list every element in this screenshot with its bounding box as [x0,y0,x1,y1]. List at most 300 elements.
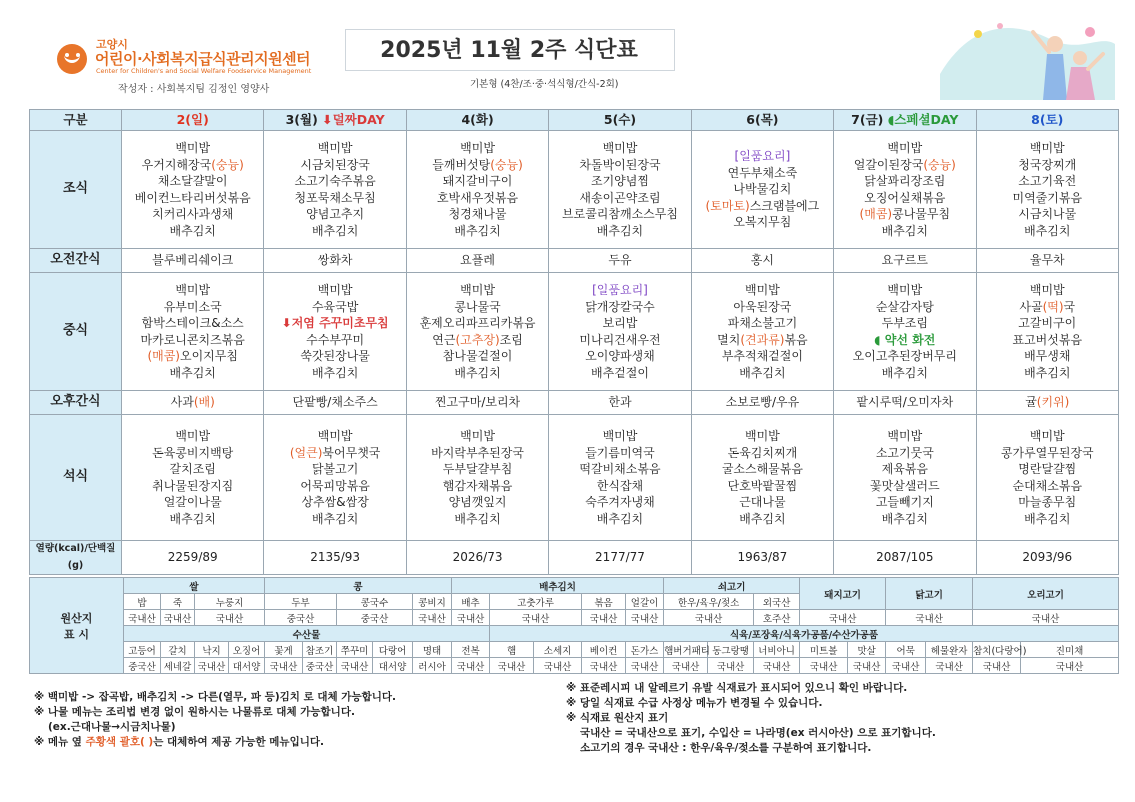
special-menu-label: [일품요리] [592,283,648,297]
menu-item [407,252,548,269]
menu-item-text: 함박스테이크&소스 [141,316,244,330]
menu-item-text: 홍시 [750,253,774,268]
menu-cell [406,249,548,273]
menu-item-text: 닭볼고기 [311,462,359,476]
origin-item: 명태 [413,642,452,658]
origin-value: 국내산 [848,658,886,674]
origin-row [30,578,1119,594]
group-bean: 콩 [265,578,452,594]
menu-item [834,140,975,157]
menu-item [834,394,975,411]
menu-item-text: 소고기뭇국 [875,445,934,460]
origin-value: 중국산 [337,610,413,626]
menu-item [692,315,833,332]
menu-item-text: 백미밥 [175,141,211,155]
origin-item: 참치(다랑어) [973,642,1021,658]
menu-cell [549,415,691,541]
menu-item [407,478,548,495]
menu-item-text: 브로콜리참깨소스무침 [562,207,678,221]
menu-item-text: 양념깻잎지 [448,495,507,509]
menu-item [264,511,405,528]
day-header [264,110,406,131]
menu-cell [691,131,833,249]
menu-item [977,494,1118,511]
menu-item-text: 명란달걀찜 [1018,462,1077,476]
origin-value: 국내산 [490,658,534,674]
menu-item-text: 백미밥 [1029,283,1065,297]
note-highlight: 주황색 괄호( ) [85,736,154,748]
menu-item-text: 백미밥 [1029,141,1065,155]
origin-value: 국내산 [626,658,664,674]
menu-item [977,549,1118,566]
origin-value: 국내산 [195,658,229,674]
menu-item-text: 배추김치 [881,223,928,238]
origin-value: 국내산 [161,610,195,626]
menu-item-text: 청포묵채소무침 [294,190,376,205]
origin-value: 대서양 [373,658,413,674]
group-beef: 쇠고기 [664,578,800,594]
meal-label: 오후간식 [30,391,122,415]
menu-cell [406,415,548,541]
menu-item-text: 들기름미역국 [585,445,655,460]
menu-item [264,190,405,207]
menu-item [264,223,405,240]
special-item: 약선 화전 [884,332,936,347]
note-beef-rule: 소고기의 경우 국내산 : 한우/육우/젖소를 구분하여 표기합니다. [580,742,872,754]
menu-item [264,428,405,445]
menu-item-text: 순살감자탕 [875,299,934,314]
menu-item [407,494,548,511]
menu-item-text: 볶음 [784,332,808,347]
origin-item: 누룽지 [195,594,265,610]
menu-item [834,445,975,462]
menu-cell [549,273,691,391]
menu-item [834,282,975,299]
menu-item [264,348,405,365]
origin-item: 고춧가루 [490,594,582,610]
menu-item-text: 백미밥 [460,141,495,155]
menu-item [122,445,263,462]
menu-row [30,391,1119,415]
menu-item-text: 배추김치 [454,365,501,380]
menu-item [549,445,690,462]
weekly-menu-table [29,109,1119,575]
menu-item [549,332,690,349]
substitute-option: (숭늉) [490,157,523,172]
menu-item [977,365,1118,382]
menu-item-text: 백미밥 [602,141,638,155]
substitute-option: (배) [193,395,215,410]
day-label: 5(수) [603,111,637,127]
menu-item-text: 양념고추지 [306,207,365,221]
origin-item: 한우/육우/젖소 [664,594,754,610]
author-line: 작성자 : 사회복지팀 김정인 영양사 [118,84,270,95]
menu-item-text: 베이컨느타리버섯볶음 [134,190,251,205]
day-label: 8(토) [1031,111,1064,127]
origin-item: 콩비지 [413,594,452,610]
origin-item: 오징어 [229,642,265,658]
menu-item-text: 2259/89 [167,550,218,565]
menu-item-text: 치커리사과생채 [152,207,234,221]
menu-item-text: 시금치나물 [1018,207,1077,221]
menu-item-text: 연근 [432,332,456,347]
menu-item-text: 고들빼기지 [875,495,934,509]
menu-item [692,428,833,445]
menu-cell [549,249,691,273]
menu-item [122,157,263,174]
menu-item-text: 배추김치 [454,511,501,526]
menu-item [264,140,405,157]
day-label: 6(목) [746,111,779,127]
origin-value: 중국산 [124,658,161,674]
menu-item-text: 닭살꽈리장조림 [864,174,946,188]
menu-item [407,511,548,528]
origin-value: 대서양 [229,658,265,674]
menu-item [977,348,1118,365]
menu-item-text: 팥시루떡/오미자차 [856,395,954,410]
menu-item [977,394,1118,411]
menu-item [834,511,975,528]
menu-item [549,511,690,528]
menu-item-text: 배추김치 [1024,223,1071,238]
menu-item [264,173,405,190]
menu-item [549,252,690,269]
menu-item-text: 두부달걀부침 [442,462,513,476]
menu-item [122,348,263,365]
day-label: 3(월) [285,111,318,127]
menu-item-text: 백미밥 [887,283,923,297]
menu-item [407,157,548,174]
menu-item-text: 오이양파생채 [585,349,655,363]
substitute-option: (얼큰) [289,445,323,460]
menu-item [407,549,548,566]
origin-value: 국내산 [413,610,452,626]
menu-item [977,445,1118,462]
menu-cell [834,415,976,541]
menu-item [264,315,405,332]
menu-cell [834,391,976,415]
menu-item-text: 나박물김치 [733,182,792,197]
menu-item-text: 콩나물국 [454,299,501,314]
menu-item-text: 사과 [170,395,194,410]
menu-item [122,394,263,411]
menu-item [264,445,405,462]
meal-label: 오전간식 [30,249,122,273]
origin-item: 진미채 [1021,642,1119,658]
origin-item: 콩국수 [337,594,413,610]
menu-item [692,148,833,165]
menu-item [264,549,405,566]
menu-cell [691,391,833,415]
menu-cell [976,273,1118,391]
origin-value: 국내산 [534,658,582,674]
menu-item [549,549,690,566]
menu-item-text: 호박새우젓볶음 [436,190,519,205]
menu-item-text: 햄감자채볶음 [442,478,513,493]
menu-item-text: 두유 [608,253,632,268]
menu-item-text: 배추김치 [169,223,216,238]
menu-body [30,131,1119,575]
menu-item [122,332,263,349]
group-duck: 오리고기 [973,578,1119,610]
note-orange-paren [34,735,396,750]
menu-item [549,315,690,332]
menu-item [692,365,833,382]
menu-item [264,206,405,223]
menu-item-text: 백미밥 [745,283,780,297]
menu-item-text: 돈육김치찌개 [727,445,798,460]
org-city: 고양시 [96,38,128,51]
menu-item-text: 닭개장칼국수 [585,299,655,314]
substitute-option: (매콤) [859,207,893,221]
origin-item: 햄버거패티 [664,642,708,658]
menu-item [549,282,690,299]
menu-item [549,190,690,207]
menu-item-text: 배추김치 [169,511,216,526]
group-kimchi: 배추김치 [452,578,664,594]
menu-item [407,461,548,478]
menu-item-text: 배추겉절이 [590,365,649,380]
menu-item-text: 표고버섯볶음 [1012,332,1083,347]
substitute-option: (토마토) [705,198,750,213]
menu-item-text: 오이고추된장버무리 [852,349,957,363]
org-name: 어린이·사회복지급식관리지원센터 [95,50,311,68]
menu-row [30,131,1119,249]
menu-item-text: 고갈비구이 [1018,316,1077,330]
menu-cell [976,391,1118,415]
menu-item-text: 2177/77 [595,550,645,565]
menu-item [407,140,548,157]
menu-item-text: 오이지무침 [180,349,238,363]
day-tag: 덜짜DAY [332,111,385,127]
menu-item [834,252,975,269]
origin-item: 어묵 [886,642,926,658]
menu-item-text: 두부조림 [881,316,928,330]
menu-item-text: 요플레 [460,253,495,268]
menu-item [834,348,975,365]
menu-item [692,461,833,478]
menu-item-text: 근대나물 [739,495,786,509]
menu-item-text: 굴소스해물볶음 [721,462,803,476]
menu-item [264,461,405,478]
corner-label: 구분 [30,110,122,131]
note-namul: ※ 나물 메뉴는 조리법 변경 없이 원하시는 나물류로 대체 가능합니다. [34,706,355,718]
origin-item: 갈치 [161,642,195,658]
menu-item [977,478,1118,495]
page-title: 2025년 11월 2주 식단표 [380,38,638,63]
meal-label: 조식 [30,131,122,249]
origin-item: 외국산 [754,594,800,610]
leaf-icon: ◖ [883,111,895,127]
menu-item-text: 어묵피망볶음 [300,478,370,493]
menu-item-text: 배추김치 [1024,511,1071,526]
menu-item-text: 유부미소국 [163,299,222,314]
menu-item-text: 멸치 [717,332,741,347]
menu-item-text: 한과 [608,395,632,410]
menu-item [692,214,833,231]
menu-item-text: 요구르트 [881,253,928,268]
menu-cell [406,391,548,415]
menu-item-text: 북어무챗국 [322,445,381,460]
origin-item: 돈가스 [626,642,664,658]
menu-item [122,299,263,316]
menu-item [692,478,833,495]
menu-item [977,282,1118,299]
menu-item-text: 수수부꾸미 [306,332,365,347]
menu-item [407,190,548,207]
origin-label [30,578,124,674]
note-allergy: ※ 표준레시피 내 알레르기 유발 식재료가 표시되어 있으니 확인 바랍니다. [566,682,908,694]
origin-value: 국내산 [754,658,800,674]
group-seafood: 수산물 [124,626,490,642]
origin-item: 배추 [452,594,490,610]
menu-item-text: 배추김치 [1024,365,1071,380]
menu-cell [549,541,691,575]
origin-row [30,626,1119,642]
origin-value: 국내산 [452,658,490,674]
menu-item-text: 블루베리쉐이크 [152,253,234,268]
substitute-option: (떡) [1042,299,1064,314]
menu-item [834,494,975,511]
menu-item-text: 조림 [499,332,523,347]
menu-item-text: 백미밥 [745,429,780,443]
origin-value: 국내산 [973,658,1021,674]
menu-item [834,315,975,332]
menu-item [977,428,1118,445]
menu-item-text: 우거지해장국 [141,157,212,172]
origin-item: 두부 [265,594,337,610]
menu-item-text: 연두부채소죽 [727,165,798,180]
menu-item [264,252,405,269]
menu-item-text: 훈제오리파프리카볶음 [419,316,536,330]
menu-cell [122,249,264,273]
down-arrow-icon: ⬇ [317,111,333,127]
origin-item: 참조기 [303,642,337,658]
menu-item [122,428,263,445]
menu-item-text: 배추김치 [311,223,359,238]
menu-item [977,173,1118,190]
menu-item [549,461,690,478]
menu-item [834,190,975,207]
menu-item [977,332,1118,349]
origin-item: 쭈꾸미 [337,642,373,658]
low-sodium-item: 저염 주꾸미초무침 [291,316,389,330]
menu-item [834,549,975,566]
origin-value: 국내산 [337,658,373,674]
menu-item-text: 단팥빵/채소주스 [292,395,378,410]
origin-table [29,577,1119,674]
menu-item [407,315,548,332]
origin-row [30,642,1119,658]
menu-item [407,206,548,223]
menu-item-text: 마카로니콘치즈볶음 [140,332,245,347]
menu-item-text: 백미밥 [317,141,353,155]
menu-item [834,223,975,240]
elderly-couple-illustration [940,14,1115,100]
menu-cell [406,273,548,391]
origin-row [30,610,1119,626]
menu-item [407,223,548,240]
menu-item [122,461,263,478]
group-chicken: 닭고기 [886,578,973,610]
menu-cell [549,131,691,249]
menu-cell [122,131,264,249]
menu-item-text: 순대채소볶음 [1012,478,1083,493]
menu-cell [691,541,833,575]
menu-item [977,461,1118,478]
origin-value: 국내산 [800,610,886,626]
meal-label: 석식 [30,415,122,541]
menu-item [264,478,405,495]
menu-item-text: 배추김치 [881,511,928,526]
menu-item [977,140,1118,157]
menu-item-text: 백미밥 [175,429,211,443]
menu-item-text: 배추김치 [169,365,216,380]
menu-item [549,478,690,495]
origin-value: 국내산 [1021,658,1119,674]
origin-value: 국내산 [265,658,303,674]
menu-item [692,332,833,349]
menu-item [692,198,833,215]
menu-item-text: 부추적채겉절이 [721,349,803,363]
menu-item-text: 갈치조림 [169,462,216,476]
menu-item-text: 2087/105 [876,550,934,565]
origin-value: 국내산 [886,658,926,674]
menu-item-text: 소고기육전 [1018,174,1077,188]
origin-row [30,658,1119,674]
menu-item [122,478,263,495]
note-origin-title: ※ 식재료 원산지 표기 [566,712,669,724]
origin-value: 국내산 [490,610,582,626]
menu-item-text: 국 [1063,299,1076,314]
origin-item: 맛살 [848,642,886,658]
menu-item-text: 배추김치 [311,365,359,380]
menu-item-text: 백미밥 [460,429,495,443]
menu-item [407,332,548,349]
menu-item [122,282,263,299]
menu-cell [834,131,976,249]
menu-item [692,252,833,269]
menu-row [30,415,1119,541]
note-menu-change: ※ 당일 식재료 수급 사정상 메뉴가 변경될 수 있습니다. [566,697,823,709]
origin-item: 밥 [124,594,161,610]
substitute-option: (숭늉) [211,157,244,172]
menu-cell [834,541,976,575]
menu-item-text: 청경채나물 [448,207,507,221]
menu-item-text: 보리밥 [602,316,638,330]
menu-item-text: 1963/87 [737,550,788,565]
menu-row [30,249,1119,273]
meal-label: 열량(kcal)/단백질(g) [30,541,122,575]
substitute-option: (키위) [1036,395,1070,410]
menu-item-text: 숙주겨자냉채 [585,495,655,509]
menu-item [264,282,405,299]
menu-item [122,549,263,566]
menu-item-text: 2026/73 [452,550,503,565]
menu-cell [406,131,548,249]
menu-item-text: 수육국밥 [311,299,359,314]
substitute-option: (매콤) [147,349,180,363]
menu-item-text: 2093/96 [1022,550,1073,565]
day-header [976,110,1118,131]
menu-item [407,428,548,445]
menu-item-text: 백미밥 [175,283,211,297]
menu-cell [549,391,691,415]
menu-item [834,173,975,190]
menu-item-text: 바지락부추된장국 [431,445,524,460]
origin-item: 낙지 [195,642,229,658]
menu-cell [976,541,1118,575]
